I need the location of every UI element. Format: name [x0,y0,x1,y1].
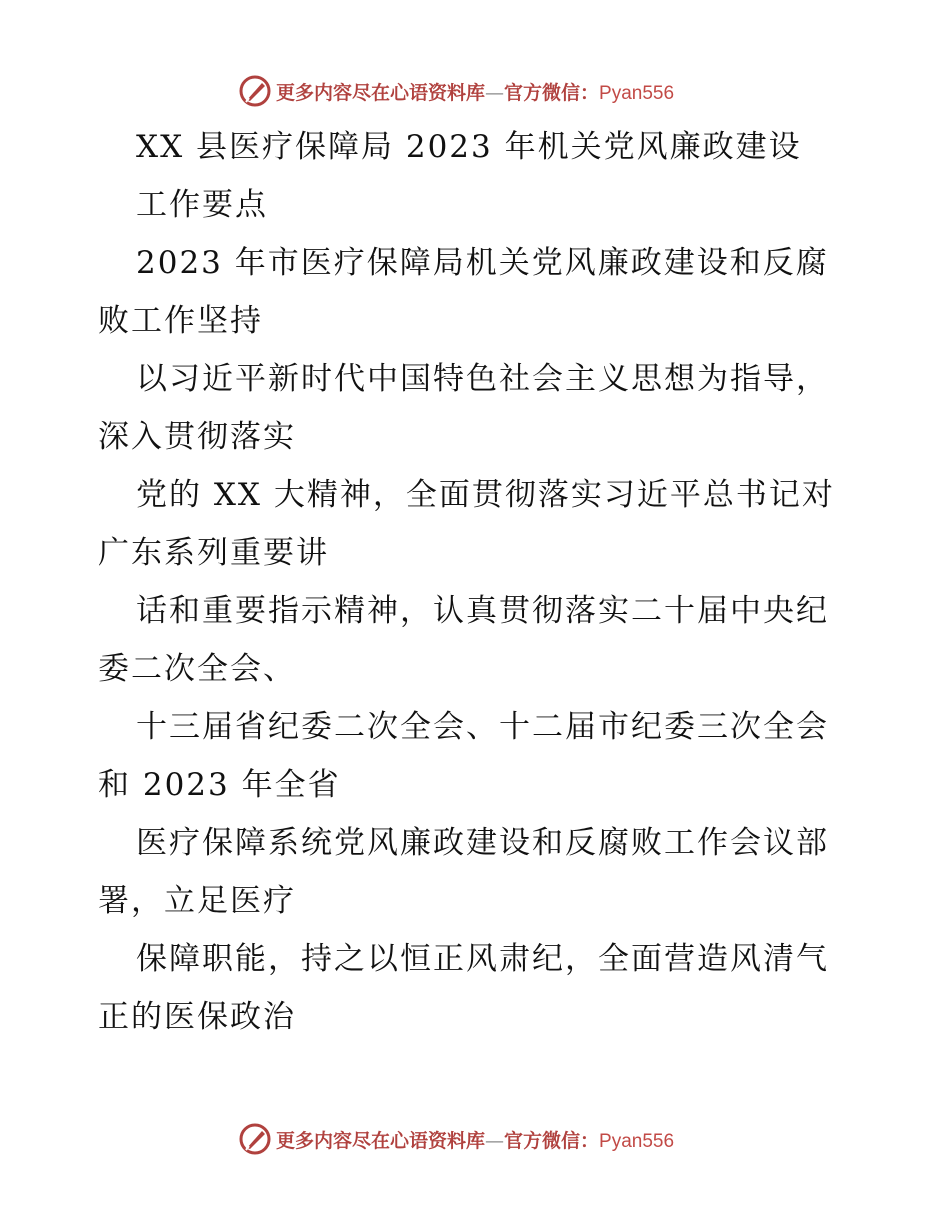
watermark-wechat-id: Pyan556 [599,82,675,104]
paragraph-line: 委二次全会、 [98,651,296,687]
watermark-separator: — [485,81,505,104]
title-line-2: 工作要点 [136,187,268,223]
paragraph-line: 党的 XX 大精神，全面贯彻落实习近平总书记对 [136,477,835,513]
paragraph-line: 保障职能，持之以恒正风肃纪，全面营造风清气 [136,941,829,977]
quill-circle-logo-icon [238,1122,272,1156]
header-watermark [238,74,718,108]
title-line-1: XX 县医疗保障局 2023 年机关党风廉政建设 [136,129,802,165]
paragraph-line: 2023 年市医疗保障局机关党风廉政建设和反腐 [136,245,829,281]
watermark-wechat-label: 官方微信： [504,1129,600,1152]
watermark-separator: — [485,1129,505,1152]
paragraph-line: 和 2023 年全省 [98,767,341,803]
paragraph-line: 话和重要指示精神，认真贯彻落实二十届中央纪 [136,593,829,629]
watermark-text [276,78,674,105]
paragraph-line: 正的医保政治 [98,999,296,1035]
watermark-wechat-id: Pyan556 [599,1130,675,1152]
watermark-site-text: 更多内容尽在心语资料库 [276,81,486,104]
watermark-wechat-label: 官方微信： [504,81,600,104]
watermark-text [276,1126,674,1153]
watermark-site-text: 更多内容尽在心语资料库 [276,1129,486,1152]
paragraph-line: 十三届省纪委二次全会、十二届市纪委三次全会 [136,709,829,745]
paragraph-line: 深入贯彻落实 [98,419,296,455]
document-body [98,118,858,1046]
footer-watermark [238,1122,718,1156]
paragraph-line: 署，立足医疗 [98,883,296,919]
paragraph-line: 败工作坚持 [98,303,263,339]
paragraph-line: 广东系列重要讲 [98,535,329,571]
quill-circle-logo-icon [238,74,272,108]
paragraph-line: 医疗保障系统党风廉政建设和反腐败工作会议部 [136,825,829,861]
paragraph-line: 以习近平新时代中国特色社会主义思想为指导， [136,361,829,397]
